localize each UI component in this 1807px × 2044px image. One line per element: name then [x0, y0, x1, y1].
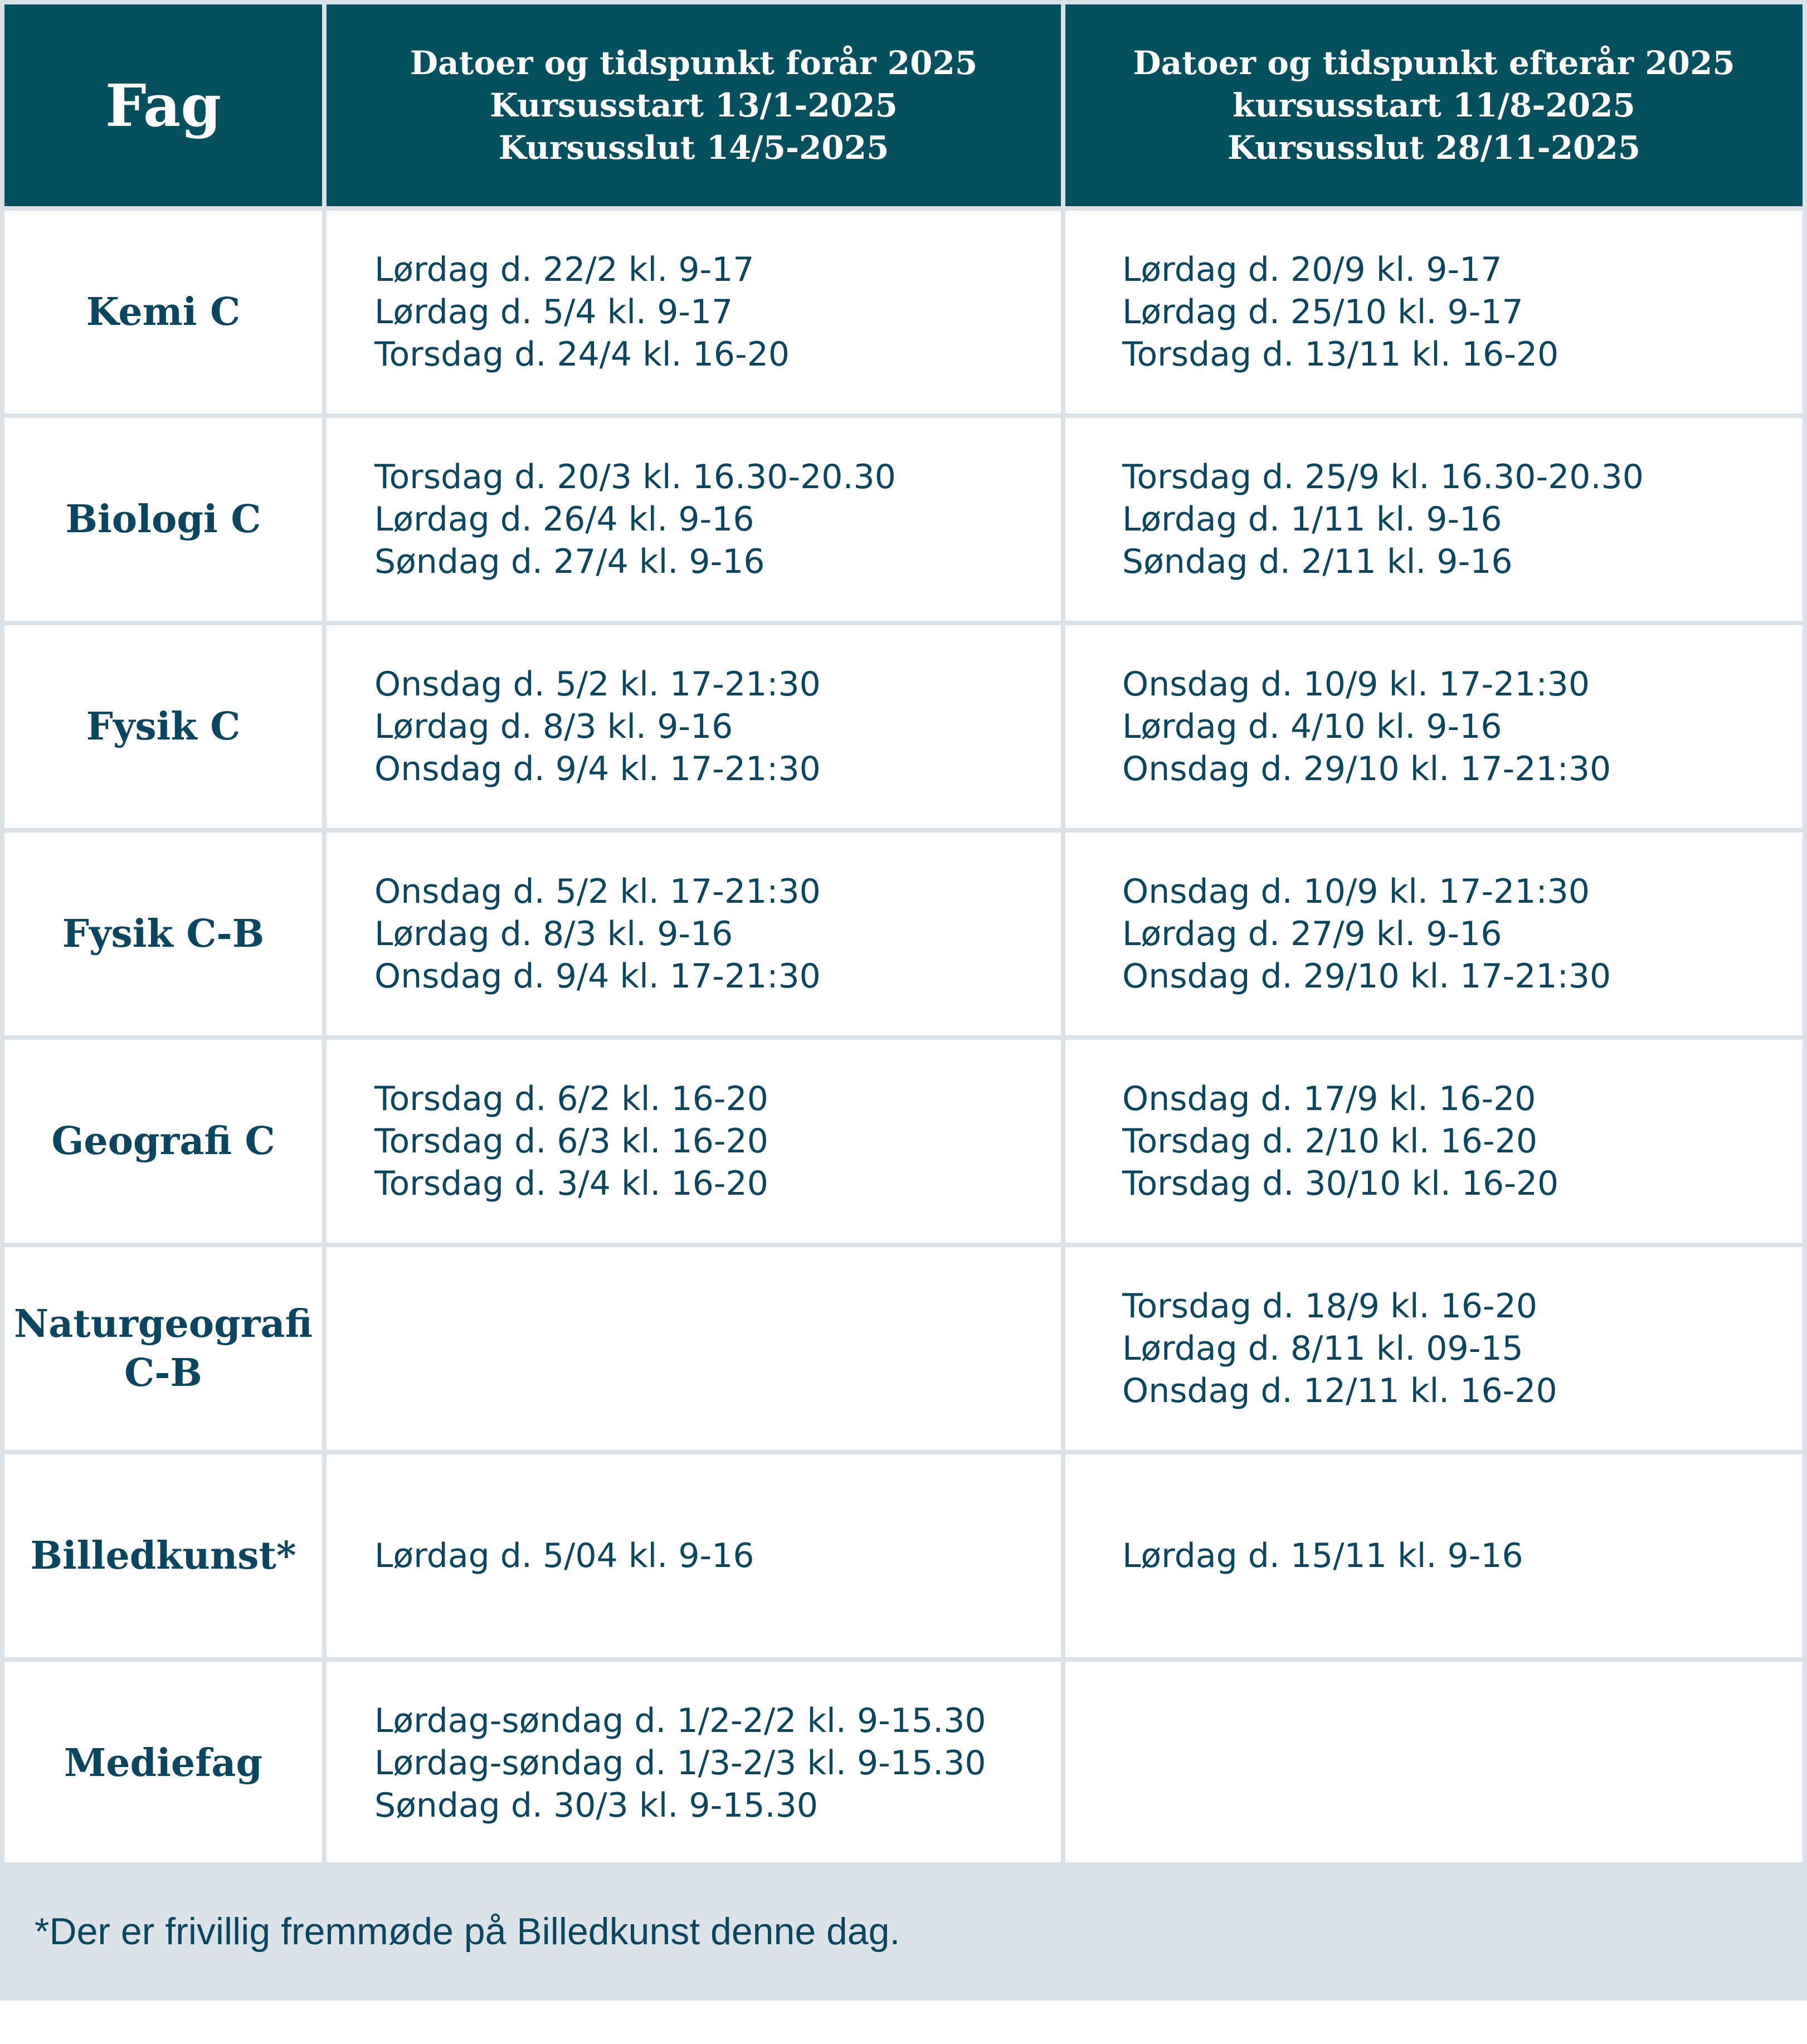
subject-cell	[0, 1662, 327, 1869]
session-date: Torsdag d. 3/4 kl. 16-20	[374, 1164, 768, 1203]
session-date: Onsdag d. 9/4 kl. 17-21:30	[374, 957, 821, 996]
session-date: Lørdag d. 4/10 kl. 9-16	[1122, 707, 1502, 746]
session-date: Onsdag d. 9/4 kl. 17-21:30	[374, 750, 821, 789]
autumn-dates-cell	[1065, 1247, 1807, 1454]
autumn-dates-cell	[1065, 211, 1807, 418]
table-header-row	[0, 0, 1807, 211]
session-date: Lørdag d. 1/11 kl. 9-16	[1122, 500, 1502, 539]
session-date: Søndag d. 2/11 kl. 9-16	[1122, 542, 1513, 581]
session-date: Lørdag d. 5/4 kl. 9-17	[374, 293, 733, 332]
subject-name: C-B	[124, 1351, 202, 1395]
table-row	[0, 1662, 1807, 1869]
session-date: Lørdag d. 26/4 kl. 9-16	[374, 500, 754, 539]
spring-dates-cell	[327, 1040, 1065, 1247]
table-row	[0, 1247, 1807, 1454]
session-date: Lørdag d. 15/11 kl. 9-16	[1122, 1536, 1523, 1575]
session-date: Onsdag d. 10/9 kl. 17-21:30	[1122, 665, 1590, 704]
subject-name: Geografi C	[51, 1119, 275, 1164]
autumn-header-end: Kursusslut 28/11-2025	[1227, 129, 1641, 167]
session-date: Søndag d. 27/4 kl. 9-16	[374, 542, 765, 581]
session-date: Lørdag-søndag d. 1/3-2/3 kl. 9-15.30	[374, 1744, 986, 1783]
table-row	[0, 625, 1807, 833]
subject-cell	[0, 625, 327, 833]
session-date: Lørdag d. 20/9 kl. 9-17	[1122, 250, 1502, 289]
session-date: Torsdag d. 24/4 kl. 16-20	[374, 335, 790, 374]
spring-dates-cell	[327, 1454, 1065, 1662]
session-date: Torsdag d. 20/3 kl. 16.30-20.30	[374, 458, 896, 497]
table-row	[0, 418, 1807, 625]
subject-name: Billedkunst*	[30, 1534, 296, 1578]
autumn-header-title: Datoer og tidspunkt efterår 2025	[1133, 44, 1735, 82]
autumn-column-header	[1065, 0, 1807, 211]
autumn-header-start: kursusstart 11/8-2025	[1233, 86, 1635, 124]
session-date: Onsdag d. 29/10 kl. 17-21:30	[1122, 750, 1611, 789]
subject-cell	[0, 1454, 327, 1662]
subject-name: Naturgeografi	[14, 1302, 313, 1346]
table-row	[0, 1454, 1807, 1662]
session-date: Lørdag d. 5/04 kl. 9-16	[374, 1536, 754, 1575]
spring-dates-cell	[327, 625, 1065, 833]
session-date: Onsdag d. 5/2 kl. 17-21:30	[374, 872, 821, 911]
autumn-dates-cell	[1065, 1040, 1807, 1247]
session-date: Torsdag d. 6/2 kl. 16-20	[374, 1079, 768, 1118]
spring-dates-cell	[327, 833, 1065, 1040]
spring-dates-cell	[327, 418, 1065, 625]
session-date: Onsdag d. 17/9 kl. 16-20	[1122, 1079, 1536, 1118]
table-row	[0, 833, 1807, 1040]
session-date: Søndag d. 30/3 kl. 9-15.30	[374, 1786, 819, 1825]
session-date: Torsdag d. 13/11 kl. 16-20	[1122, 335, 1559, 374]
session-date: Lørdag d. 8/3 kl. 9-16	[374, 707, 733, 746]
session-date: Lørdag d. 22/2 kl. 9-17	[374, 250, 754, 289]
subject-name: Biologi C	[65, 497, 261, 542]
table-row	[0, 211, 1807, 418]
subject-header-label: Fag	[105, 71, 222, 140]
subject-cell	[0, 1040, 327, 1247]
autumn-dates-cell	[1065, 625, 1807, 833]
session-date: Torsdag d. 30/10 kl. 16-20	[1122, 1164, 1559, 1203]
session-date: Lørdag d. 8/11 kl. 09-15	[1122, 1329, 1523, 1368]
footnote: *Der er frivillig fremmøde på Billedkunst denne dag.	[0, 1862, 1807, 2001]
subject-cell	[0, 1247, 327, 1454]
session-date: Onsdag d. 10/9 kl. 17-21:30	[1122, 872, 1590, 911]
session-date: Torsdag d. 6/3 kl. 16-20	[374, 1122, 768, 1161]
spring-header-start: Kursusstart 13/1-2025	[490, 86, 898, 124]
session-date: Onsdag d. 12/11 kl. 16-20	[1122, 1371, 1557, 1410]
session-date: Torsdag d. 18/9 kl. 16-20	[1122, 1287, 1538, 1326]
subject-cell	[0, 211, 327, 418]
autumn-dates-cell	[1065, 1662, 1807, 1869]
session-date: Onsdag d. 5/2 kl. 17-21:30	[374, 665, 821, 704]
autumn-dates-cell	[1065, 418, 1807, 625]
session-date: Lørdag d. 27/9 kl. 9-16	[1122, 914, 1502, 953]
subject-cell	[0, 418, 327, 625]
subject-name: Mediefag	[64, 1741, 263, 1785]
table-body	[0, 211, 1807, 1869]
session-date: Onsdag d. 29/10 kl. 17-21:30	[1122, 957, 1611, 996]
session-date: Lørdag d. 25/10 kl. 9-17	[1122, 293, 1523, 332]
spring-dates-cell	[327, 1662, 1065, 1869]
session-date: Lørdag d. 8/3 kl. 9-16	[374, 914, 733, 953]
autumn-dates-cell	[1065, 1454, 1807, 1662]
subject-name: Fysik C	[86, 704, 241, 749]
spring-header-title: Datoer og tidspunkt forår 2025	[410, 44, 978, 82]
spring-header-end: Kursusslut 14/5-2025	[498, 129, 889, 167]
session-date: Torsdag d. 2/10 kl. 16-20	[1122, 1122, 1538, 1161]
spring-dates-cell	[327, 1247, 1065, 1454]
session-date: Lørdag-søndag d. 1/2-2/2 kl. 9-15.30	[374, 1701, 986, 1740]
spring-column-header	[327, 0, 1065, 211]
session-date: Torsdag d. 25/9 kl. 16.30-20.30	[1122, 458, 1644, 497]
subject-column-header	[0, 0, 327, 211]
subject-cell	[0, 833, 327, 1040]
subject-name: Kemi C	[86, 290, 241, 334]
table-row	[0, 1040, 1807, 1247]
autumn-dates-cell	[1065, 833, 1807, 1040]
spring-dates-cell	[327, 211, 1065, 418]
subject-name: Fysik C-B	[62, 912, 265, 956]
